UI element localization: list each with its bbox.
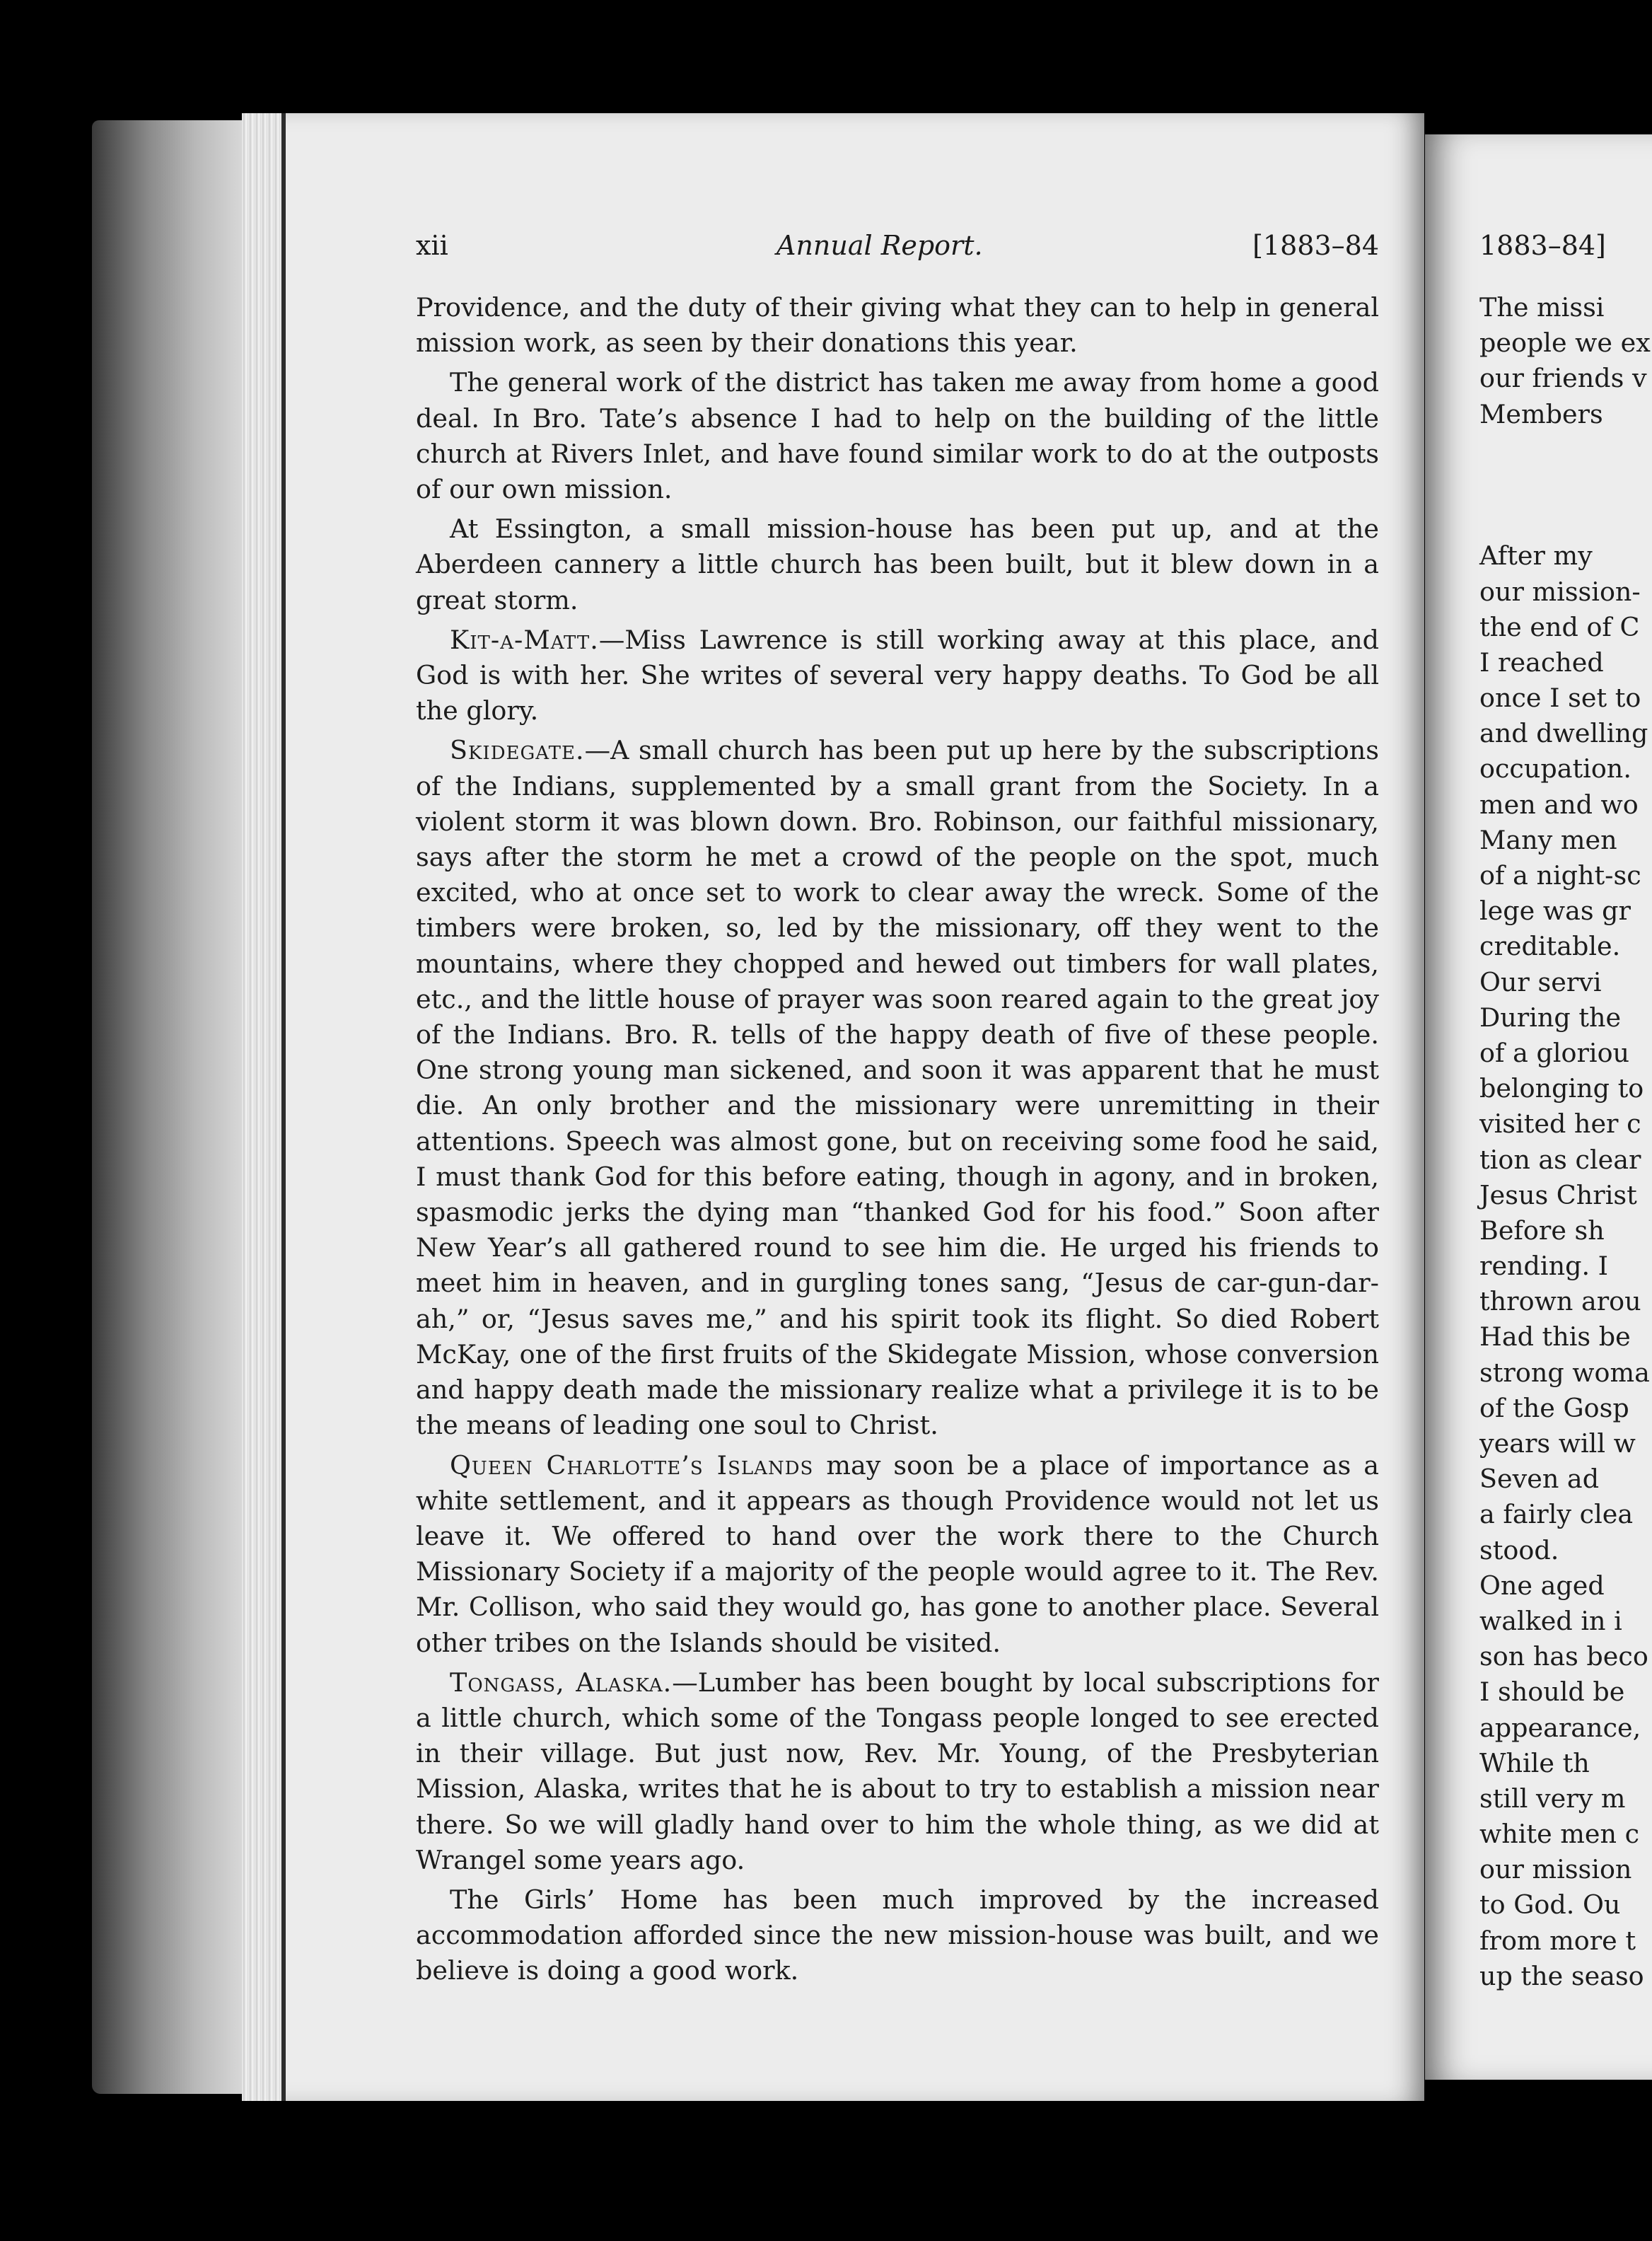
section-heading: Kit-a-Matt. (450, 624, 599, 655)
right-page-line: white men c (1479, 1819, 1640, 1850)
right-page-line: visited her c (1479, 1108, 1641, 1140)
right-page-line: appearance, (1479, 1712, 1641, 1743)
right-page-line: belonging to (1479, 1073, 1644, 1104)
right-page-line: men and wo (1479, 789, 1639, 820)
right-page-line: thrown arou (1479, 1286, 1641, 1317)
right-page-line: up the seaso (1479, 1960, 1644, 1991)
right-page-line: once I set to (1479, 683, 1641, 714)
right-page-line: Seven ad (1479, 1464, 1600, 1495)
right-page-line: son has beco (1479, 1641, 1648, 1672)
right-page-line: Many men (1479, 824, 1617, 855)
right-page-line: of a night-sc (1479, 860, 1641, 891)
right-page-line: After my (1479, 540, 1593, 572)
right-page-line: One aged (1479, 1570, 1605, 1601)
right-page-line: creditable. (1479, 931, 1621, 962)
running-title: Annual Report. (776, 230, 983, 261)
right-page-line: from more t (1479, 1925, 1636, 1956)
paragraph (416, 733, 1379, 1443)
paragraph (416, 290, 1379, 361)
right-page-line: years will w (1479, 1428, 1636, 1459)
right-page-line: Our servi (1479, 966, 1602, 997)
right-page-line: During the (1479, 1002, 1622, 1033)
right-page-body (1479, 290, 1652, 1994)
paragraph (416, 1448, 1379, 1661)
paragraph-text: At Essington, a small mission-house has been put up, and at the Aberdeen cannery a little church has been built, but it blew down in a great storm. (416, 514, 1379, 615)
right-page-line (1479, 503, 1652, 538)
paragraph-text: The general work of the district has taken me away from home a good deal. In Bro. Tate’s absence I had to help on the building of the little church at Rivers Inlet, and have found similar work to do at the outposts of our own mission. (416, 367, 1379, 505)
right-page-line: Members (1479, 398, 1603, 429)
section-heading: Tongass, Alaska. (450, 1667, 673, 1698)
paragraph-text: may soon be a place of importance as a white settlement, and it appears as though Providence would not let us leave it. We offered to hand over the work there to the Church Missionary Society if a majority of the people would agree to it. The Rev. Mr. Collison, who said they would go, has gone to another place. Several other tribes on the Islands should be visited. (416, 1449, 1379, 1658)
right-page-line (1479, 468, 1652, 503)
right-page-line: the end of C (1479, 611, 1640, 642)
right-page-line: of a gloriou (1479, 1037, 1630, 1068)
right-page-line: The missi (1479, 292, 1605, 323)
right-page-line: our mission (1479, 1854, 1632, 1885)
paragraph (416, 365, 1379, 507)
paragraph-text: —A small church has been put up here by the subscriptions of the Indians, supplemented by a small grant from the Society. In a violent storm it was blown down. Bro. Robinson, our faithful missionary, says after the storm he met a crowd of the people on the spot, much excited, who at once set to work to clear away the wreck. Some of the timbers were broken, so, led by the missionary, off they went to the mountains, where they chopped and hewed out timbers for wall plates, etc., and the little house of prayer was soon reared again to the great joy of the Indians. Bro. R. tells of the happy death of five of these people. One strong young man sickened, and soon it was apparent that he must die. An only brother and the missionary were unremitting in their attentions. Speech was almost gone, but on receiving some food he said, I must thank God for this before eating, though in agony, and in broken, spasmodic jerks the dying man “thanked God for his food.” Soon after New Year’s all gathered round to see him die. He urged his friends to meet him in heaven, and in gurgling tones sang, “Jesus de car-gun-dar-ah,” or, “Jesus saves me,” and his spirit took its flight. So died Robert McKay, one of the first fruits of the Skidegate Mission, whose conversion and happy death made the missionary realize what a privilege it is to be the means of leading one soul to Christ. (416, 735, 1379, 1441)
right-page-line: and dwelling (1479, 718, 1648, 749)
header-year-right: 1883–84] (1479, 230, 1606, 261)
right-page-line: to God. Ou (1479, 1889, 1621, 1921)
right-page-line: walked in i (1479, 1605, 1622, 1636)
right-page-line: Had this be (1479, 1321, 1631, 1353)
right-page-line (1479, 432, 1652, 468)
right-page-line: tion as clear (1479, 1144, 1641, 1175)
paragraph-text: —Miss Lawrence is still working away at this place, and God is with her. She writes of several very happy deaths. To God be all the glory. (416, 624, 1379, 726)
right-page-line: Jesus Christ (1479, 1179, 1637, 1210)
right-page-line: our mission- (1479, 576, 1641, 607)
left-page-header (416, 230, 1379, 272)
paragraph (416, 1665, 1379, 1878)
right-page-line: occupation. (1479, 753, 1631, 784)
right-page-header (1479, 230, 1606, 261)
section-heading: Skidegate. (450, 735, 585, 766)
left-page-body (416, 290, 1379, 1993)
paragraph (416, 1882, 1379, 1989)
right-page-line: While th (1479, 1747, 1590, 1778)
section-heading: Queen Charlotte’s Islands (450, 1449, 814, 1481)
right-page-line: of the Gosp (1479, 1392, 1629, 1423)
right-page-line: our friends v (1479, 363, 1647, 394)
right-page-line: I reached (1479, 647, 1604, 678)
page-edges (242, 113, 281, 2101)
right-page-line: I should be (1479, 1677, 1625, 1708)
paragraph-text: Providence, and the duty of their giving what they can to help in general mission work, as seen by their donations this year. (416, 292, 1379, 359)
page-number: xii (416, 230, 448, 261)
paragraph (416, 511, 1379, 618)
paragraph-text: The Girls’ Home has been much improved by the increased accommodation afforded since the new mission-house was built, and we believe is doing a good work. (416, 1884, 1379, 1986)
right-page-line: still very m (1479, 1783, 1626, 1814)
paragraph (416, 622, 1379, 729)
right-page-line: lege was gr (1479, 896, 1631, 927)
paragraph-text: —Lumber has been bought by local subscriptions for a little church, which some of the Tongass people longed to see erected in their village. But just now, Rev. Mr. Young, of the Presbyterian Mission, Alaska, writes that he is about to try to establish a mission near there. So we will gladly hand over to him the whole thing, as we did at Wrangel some years ago. (416, 1667, 1379, 1875)
header-year: [1883–84 (1252, 230, 1379, 261)
right-page-line: strong woma (1479, 1357, 1650, 1388)
right-page-line: a fairly clea (1479, 1499, 1634, 1530)
right-page-line: stood. (1479, 1534, 1559, 1565)
right-page-line: Before sh (1479, 1215, 1605, 1246)
right-page-line: rending. I (1479, 1251, 1609, 1282)
right-page-line: people we ex (1479, 328, 1651, 359)
